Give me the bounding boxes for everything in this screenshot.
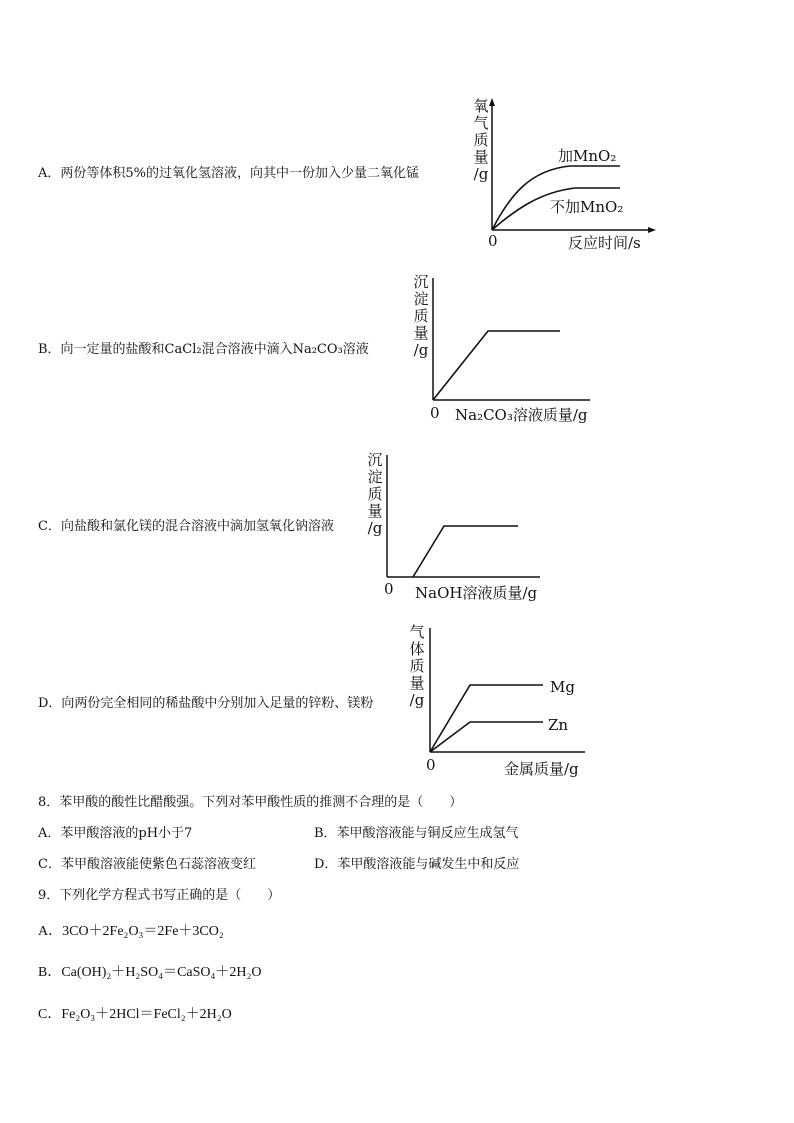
option-c-text: C．向盐酸和氯化镁的混合溶液中滴加氢氧化钠溶液 xyxy=(38,519,334,534)
q9-option-b: B．Ca(OH)₂＋H₂SO₄＝CaSO₄＋2H₂O xyxy=(38,965,262,980)
graph-a-curve1-label: 加MnO₂ xyxy=(558,147,617,165)
q8-option-c: C．苯甲酸溶液能使紫色石蕊溶液变红 xyxy=(38,857,256,872)
q8-stem: 8．苯甲酸的酸性比醋酸强。下列对苯甲酸性质的推测不合理的是（ ） xyxy=(38,795,463,810)
graph-a-origin: 0 xyxy=(488,232,498,250)
option-a-text: A．两份等体积5%的过氧化氢溶液，向其中一份加入少量二氧化锰 xyxy=(38,166,420,181)
graph-c-ylabel: 沉 淀 质 量 /g xyxy=(367,451,383,537)
graph-c-xlabel: NaOH溶液质量/g xyxy=(415,584,538,602)
graph-a-ylabel: 氧 气 质 量 /g xyxy=(473,97,489,183)
graph-d-curve-mg xyxy=(430,685,543,752)
graph-b-origin: 0 xyxy=(430,404,440,422)
graph-d-xlabel: 金属质量/g xyxy=(504,760,579,778)
q8-option-a: A．苯甲酸溶液的pH小于7 xyxy=(38,826,193,841)
q9-option-c: C．Fe₂O₃＋2HCl＝FeCl₂＋2H₂O xyxy=(38,1007,232,1022)
option-d-text: D．向两份完全相同的稀盐酸中分别加入足量的锌粉、镁粉 xyxy=(38,696,374,711)
q9-option-a: A．3CO＋2Fe₂O₃＝2Fe＋3CO₂ xyxy=(38,924,224,939)
graph-b-ylabel: 沉 淀 质 量 /g xyxy=(413,273,429,359)
q9-stem: 9．下列化学方程式书写正确的是（ ） xyxy=(38,888,281,903)
graph-a-curve2-label: 不加MnO₂ xyxy=(550,198,624,216)
graph-d-curve-zn xyxy=(430,722,543,752)
q8-option-d: D．苯甲酸溶液能与碱发生中和反应 xyxy=(314,857,520,872)
q8-option-b: B．苯甲酸溶液能与铜反应生成氢气 xyxy=(314,826,519,841)
graph-b-xlabel: Na₂CO₃溶液质量/g xyxy=(455,406,588,424)
graph-a-xlabel: 反应时间/s xyxy=(568,234,641,252)
graph-c-origin: 0 xyxy=(384,580,394,598)
graph-d-mg-label: Mg xyxy=(550,678,575,696)
graph-d-ylabel: 气 体 质 量 /g xyxy=(409,623,425,709)
graph-d-zn-label: Zn xyxy=(548,716,569,734)
graph-d-origin: 0 xyxy=(426,756,436,774)
option-b-text: B．向一定量的盐酸和CaCl₂混合溶液中滴入Na₂CO₃溶液 xyxy=(38,342,369,357)
